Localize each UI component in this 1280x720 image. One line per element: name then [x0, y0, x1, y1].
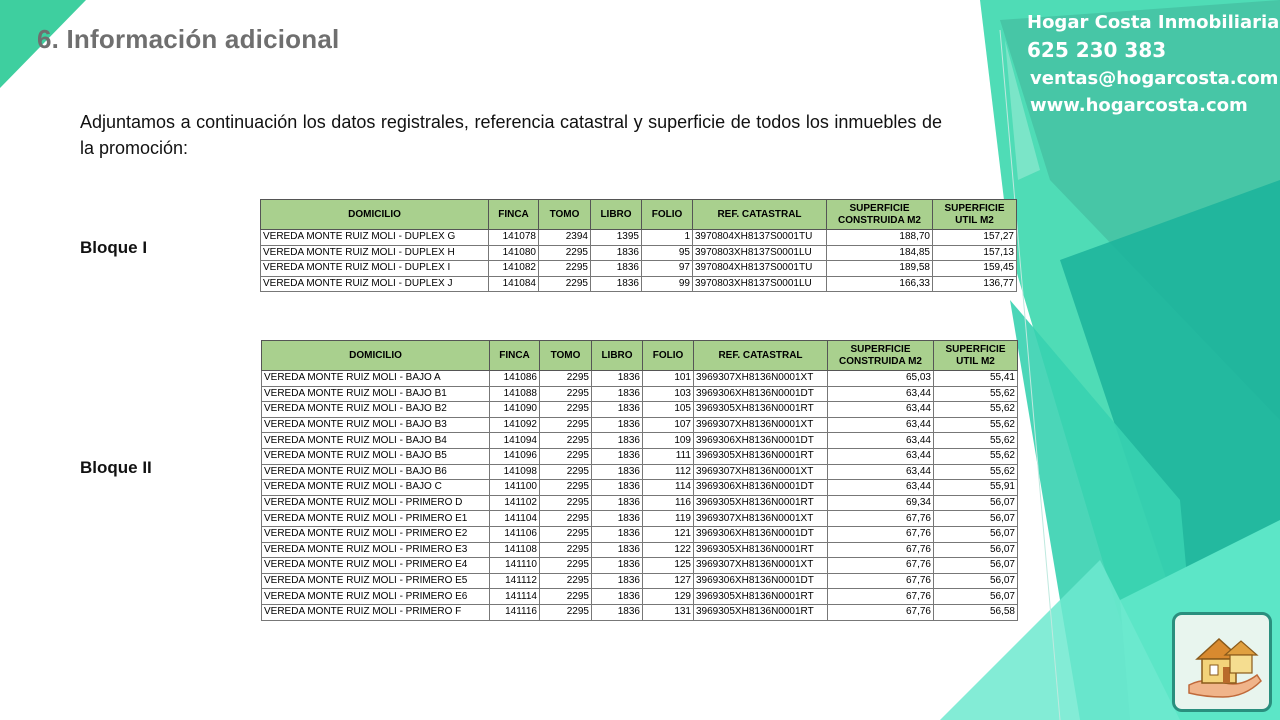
cell-tomo: 2295 [540, 542, 592, 558]
cell-ref-catastral: 3969305XH8136N0001RT [694, 542, 828, 558]
cell-tomo: 2295 [540, 417, 592, 433]
cell-finca: 141106 [490, 526, 540, 542]
cell-superficie-util: 56,07 [934, 558, 1018, 574]
cell-superficie-construida: 63,44 [828, 448, 934, 464]
cell-libro: 1836 [592, 526, 643, 542]
table-row [262, 417, 1018, 433]
cell-domicilio: VEREDA MONTE RUIZ MOLI - PRIMERO D [262, 495, 490, 511]
cell-tomo: 2295 [540, 589, 592, 605]
cell-superficie-util: 56,07 [934, 573, 1018, 589]
cell-ref-catastral: 3969307XH8136N0001XT [694, 558, 828, 574]
cell-superficie-construida: 189,58 [827, 261, 933, 277]
cell-superficie-util: 157,13 [933, 245, 1017, 261]
cell-finca: 141088 [490, 386, 540, 402]
cell-libro: 1836 [592, 402, 643, 418]
cell-finca: 141102 [490, 495, 540, 511]
table-row [262, 604, 1018, 620]
table-row [262, 402, 1018, 418]
cell-tomo: 2295 [540, 511, 592, 527]
cell-finca: 141086 [490, 371, 540, 387]
cell-domicilio: VEREDA MONTE RUIZ MOLI - PRIMERO F [262, 604, 490, 620]
cell-libro: 1836 [592, 495, 643, 511]
header-domicilio: DOMICILIO [261, 200, 489, 230]
cell-domicilio: VEREDA MONTE RUIZ MOLI - DUPLEX G [261, 230, 489, 246]
table-row [262, 371, 1018, 387]
cell-superficie-construida: 67,76 [828, 604, 934, 620]
cell-folio: 121 [643, 526, 694, 542]
cell-superficie-util: 55,91 [934, 480, 1018, 496]
table-row [262, 511, 1018, 527]
cell-tomo: 2295 [540, 402, 592, 418]
header-ref-catastral: REF. CATASTRAL [694, 341, 828, 371]
cell-ref-catastral: 3969306XH8136N0001DT [694, 433, 828, 449]
cell-tomo: 2295 [540, 604, 592, 620]
cell-libro: 1836 [592, 573, 643, 589]
cell-domicilio: VEREDA MONTE RUIZ MOLI - BAJO A [262, 371, 490, 387]
cell-ref-catastral: 3969307XH8136N0001XT [694, 464, 828, 480]
cell-superficie-construida: 67,76 [828, 573, 934, 589]
contact-block [1027, 14, 1279, 115]
cell-ref-catastral: 3969305XH8136N0001RT [694, 495, 828, 511]
cell-finca: 141096 [490, 448, 540, 464]
cell-superficie-construida: 63,44 [828, 417, 934, 433]
cell-finca: 141112 [490, 573, 540, 589]
cell-tomo: 2295 [540, 464, 592, 480]
cell-folio: 112 [643, 464, 694, 480]
cell-ref-catastral: 3969306XH8136N0001DT [694, 386, 828, 402]
cell-folio: 97 [642, 261, 693, 277]
cell-tomo: 2295 [540, 526, 592, 542]
cell-superficie-construida: 67,76 [828, 526, 934, 542]
table-row [262, 386, 1018, 402]
header-superficie-util: SUPERFICIE UTIL M2 [934, 341, 1018, 371]
cell-libro: 1395 [591, 230, 642, 246]
cell-finca: 141098 [490, 464, 540, 480]
cell-libro: 1836 [592, 371, 643, 387]
cell-ref-catastral: 3969307XH8136N0001XT [694, 371, 828, 387]
table-row [262, 558, 1018, 574]
cell-domicilio: VEREDA MONTE RUIZ MOLI - PRIMERO E5 [262, 573, 490, 589]
company-logo [1172, 612, 1272, 712]
cell-ref-catastral: 3969305XH8136N0001RT [694, 448, 828, 464]
cell-finca: 141092 [490, 417, 540, 433]
cell-superficie-construida: 65,03 [828, 371, 934, 387]
header-folio: FOLIO [643, 341, 694, 371]
cell-finca: 141116 [490, 604, 540, 620]
bloque-2-label: Bloque II [80, 458, 152, 477]
cell-folio: 131 [643, 604, 694, 620]
cell-superficie-construida: 69,34 [828, 495, 934, 511]
cell-folio: 125 [643, 558, 694, 574]
cell-folio: 114 [643, 480, 694, 496]
header-superficie-construida: SUPERFICIE CONSTRUIDA M2 [828, 341, 934, 371]
header-superficie-construida: SUPERFICIE CONSTRUIDA M2 [827, 200, 933, 230]
cell-superficie-construida: 188,70 [827, 230, 933, 246]
company-name: Hogar Costa Inmobiliaria [1027, 12, 1280, 33]
cell-superficie-util: 157,27 [933, 230, 1017, 246]
header-finca: FINCA [489, 200, 539, 230]
registry-table-bloque-1 [260, 199, 1017, 292]
cell-domicilio: VEREDA MONTE RUIZ MOLI - BAJO B1 [262, 386, 490, 402]
cell-folio: 95 [642, 245, 693, 261]
table-row [262, 573, 1018, 589]
table-header-row [262, 341, 1018, 371]
cell-libro: 1836 [592, 480, 643, 496]
header-libro: LIBRO [592, 341, 643, 371]
cell-domicilio: VEREDA MONTE RUIZ MOLI - PRIMERO E2 [262, 526, 490, 542]
cell-superficie-construida: 67,76 [828, 589, 934, 605]
cell-superficie-construida: 63,44 [828, 464, 934, 480]
cell-libro: 1836 [592, 448, 643, 464]
cell-domicilio: VEREDA MONTE RUIZ MOLI - BAJO B3 [262, 417, 490, 433]
header-finca: FINCA [490, 341, 540, 371]
cell-libro: 1836 [591, 261, 642, 277]
cell-folio: 109 [643, 433, 694, 449]
cell-superficie-construida: 63,44 [828, 480, 934, 496]
contact-website[interactable]: www.hogarcosta.com [1030, 95, 1248, 116]
header-superficie-util: SUPERFICIE UTIL M2 [933, 200, 1017, 230]
cell-domicilio: VEREDA MONTE RUIZ MOLI - BAJO B6 [262, 464, 490, 480]
intro-paragraph: Adjuntamos a continuación los datos registrales, referencia catastral y superficie de todos los inmuebles de la promoción: [80, 112, 942, 158]
cell-superficie-util: 56,07 [934, 526, 1018, 542]
cell-superficie-util: 159,45 [933, 261, 1017, 277]
cell-folio: 105 [643, 402, 694, 418]
table-row [262, 542, 1018, 558]
cell-ref-catastral: 3970803XH8137S0001LU [693, 276, 827, 292]
cell-superficie-construida: 63,44 [828, 433, 934, 449]
cell-libro: 1836 [592, 542, 643, 558]
cell-superficie-construida: 184,85 [827, 245, 933, 261]
cell-folio: 107 [643, 417, 694, 433]
table-row [262, 433, 1018, 449]
cell-libro: 1836 [592, 589, 643, 605]
cell-finca: 141114 [490, 589, 540, 605]
cell-tomo: 2394 [539, 230, 591, 246]
cell-folio: 122 [643, 542, 694, 558]
header-tomo: TOMO [540, 341, 592, 371]
cell-finca: 141084 [489, 276, 539, 292]
cell-ref-catastral: 3970804XH8137S0001TU [693, 261, 827, 277]
contact-phone: 625 230 383 [1027, 38, 1167, 62]
table-row [262, 495, 1018, 511]
table-row [262, 448, 1018, 464]
header-folio: FOLIO [642, 200, 693, 230]
cell-libro: 1836 [592, 417, 643, 433]
cell-superficie-util: 55,62 [934, 433, 1018, 449]
table-row [261, 276, 1017, 292]
cell-folio: 119 [643, 511, 694, 527]
cell-superficie-util: 55,62 [934, 448, 1018, 464]
cell-tomo: 2295 [540, 433, 592, 449]
contact-email[interactable]: ventas@hogarcosta.com [1030, 68, 1279, 89]
cell-domicilio: VEREDA MONTE RUIZ MOLI - PRIMERO E1 [262, 511, 490, 527]
cell-domicilio: VEREDA MONTE RUIZ MOLI - DUPLEX J [261, 276, 489, 292]
cell-folio: 103 [643, 386, 694, 402]
table-header-row [261, 200, 1017, 230]
table-row [262, 480, 1018, 496]
cell-finca: 141100 [490, 480, 540, 496]
cell-domicilio: VEREDA MONTE RUIZ MOLI - BAJO B5 [262, 448, 490, 464]
table-row [262, 589, 1018, 605]
cell-finca: 141080 [489, 245, 539, 261]
cell-ref-catastral: 3969305XH8136N0001RT [694, 604, 828, 620]
cell-libro: 1836 [592, 464, 643, 480]
cell-ref-catastral: 3969306XH8136N0001DT [694, 526, 828, 542]
cell-libro: 1836 [592, 433, 643, 449]
cell-ref-catastral: 3969307XH8136N0001XT [694, 511, 828, 527]
cell-domicilio: VEREDA MONTE RUIZ MOLI - PRIMERO E4 [262, 558, 490, 574]
cell-tomo: 2295 [539, 261, 591, 277]
cell-folio: 99 [642, 276, 693, 292]
cell-folio: 111 [643, 448, 694, 464]
cell-tomo: 2295 [539, 245, 591, 261]
cell-domicilio: VEREDA MONTE RUIZ MOLI - PRIMERO E3 [262, 542, 490, 558]
cell-ref-catastral: 3969306XH8136N0001DT [694, 573, 828, 589]
cell-superficie-util: 56,07 [934, 542, 1018, 558]
cell-finca: 141110 [490, 558, 540, 574]
cell-finca: 141094 [490, 433, 540, 449]
cell-finca: 141078 [489, 230, 539, 246]
cell-superficie-util: 56,07 [934, 589, 1018, 605]
cell-libro: 1836 [592, 558, 643, 574]
cell-finca: 141108 [490, 542, 540, 558]
cell-folio: 129 [643, 589, 694, 605]
cell-ref-catastral: 3969305XH8136N0001RT [694, 589, 828, 605]
header-libro: LIBRO [591, 200, 642, 230]
cell-superficie-util: 136,77 [933, 276, 1017, 292]
cell-superficie-util: 55,62 [934, 386, 1018, 402]
cell-libro: 1836 [592, 604, 643, 620]
cell-superficie-construida: 67,76 [828, 511, 934, 527]
cell-ref-catastral: 3969306XH8136N0001DT [694, 480, 828, 496]
cell-tomo: 2295 [540, 558, 592, 574]
table-row [261, 245, 1017, 261]
cell-finca: 141082 [489, 261, 539, 277]
cell-libro: 1836 [592, 386, 643, 402]
cell-superficie-util: 55,41 [934, 371, 1018, 387]
cell-folio: 101 [643, 371, 694, 387]
registry-table-bloque-2 [261, 340, 1018, 621]
cell-domicilio: VEREDA MONTE RUIZ MOLI - BAJO C [262, 480, 490, 496]
cell-superficie-util: 55,62 [934, 402, 1018, 418]
cell-superficie-construida: 63,44 [828, 386, 934, 402]
section-title: 6. Información adicional [37, 24, 340, 54]
cell-superficie-construida: 67,76 [828, 558, 934, 574]
cell-folio: 1 [642, 230, 693, 246]
cell-ref-catastral: 3970803XH8137S0001LU [693, 245, 827, 261]
header-ref-catastral: REF. CATASTRAL [693, 200, 827, 230]
cell-domicilio: VEREDA MONTE RUIZ MOLI - BAJO B2 [262, 402, 490, 418]
cell-finca: 141090 [490, 402, 540, 418]
cell-tomo: 2295 [539, 276, 591, 292]
cell-libro: 1836 [591, 245, 642, 261]
bloque-1-label: Bloque I [80, 238, 148, 257]
house-in-hand-icon [1175, 615, 1269, 709]
cell-superficie-util: 56,07 [934, 511, 1018, 527]
cell-domicilio: VEREDA MONTE RUIZ MOLI - DUPLEX I [261, 261, 489, 277]
cell-finca: 141104 [490, 511, 540, 527]
cell-tomo: 2295 [540, 386, 592, 402]
cell-superficie-util: 56,07 [934, 495, 1018, 511]
cell-folio: 116 [643, 495, 694, 511]
cell-domicilio: VEREDA MONTE RUIZ MOLI - BAJO B4 [262, 433, 490, 449]
cell-ref-catastral: 3969307XH8136N0001XT [694, 417, 828, 433]
cell-superficie-util: 56,58 [934, 604, 1018, 620]
cell-domicilio: VEREDA MONTE RUIZ MOLI - DUPLEX H [261, 245, 489, 261]
table-row [262, 464, 1018, 480]
table-row [262, 526, 1018, 542]
cell-libro: 1836 [592, 511, 643, 527]
cell-tomo: 2295 [540, 495, 592, 511]
cell-ref-catastral: 3970804XH8137S0001TU [693, 230, 827, 246]
cell-superficie-construida: 63,44 [828, 402, 934, 418]
cell-tomo: 2295 [540, 371, 592, 387]
cell-folio: 127 [643, 573, 694, 589]
cell-superficie-construida: 166,33 [827, 276, 933, 292]
header-domicilio: DOMICILIO [262, 341, 490, 371]
cell-superficie-construida: 67,76 [828, 542, 934, 558]
cell-domicilio: VEREDA MONTE RUIZ MOLI - PRIMERO E6 [262, 589, 490, 605]
cell-ref-catastral: 3969305XH8136N0001RT [694, 402, 828, 418]
cell-tomo: 2295 [540, 448, 592, 464]
header-tomo: TOMO [539, 200, 591, 230]
table-row [261, 261, 1017, 277]
cell-superficie-util: 55,62 [934, 417, 1018, 433]
cell-tomo: 2295 [540, 480, 592, 496]
cell-tomo: 2295 [540, 573, 592, 589]
table-row [261, 230, 1017, 246]
cell-libro: 1836 [591, 276, 642, 292]
cell-superficie-util: 55,62 [934, 464, 1018, 480]
